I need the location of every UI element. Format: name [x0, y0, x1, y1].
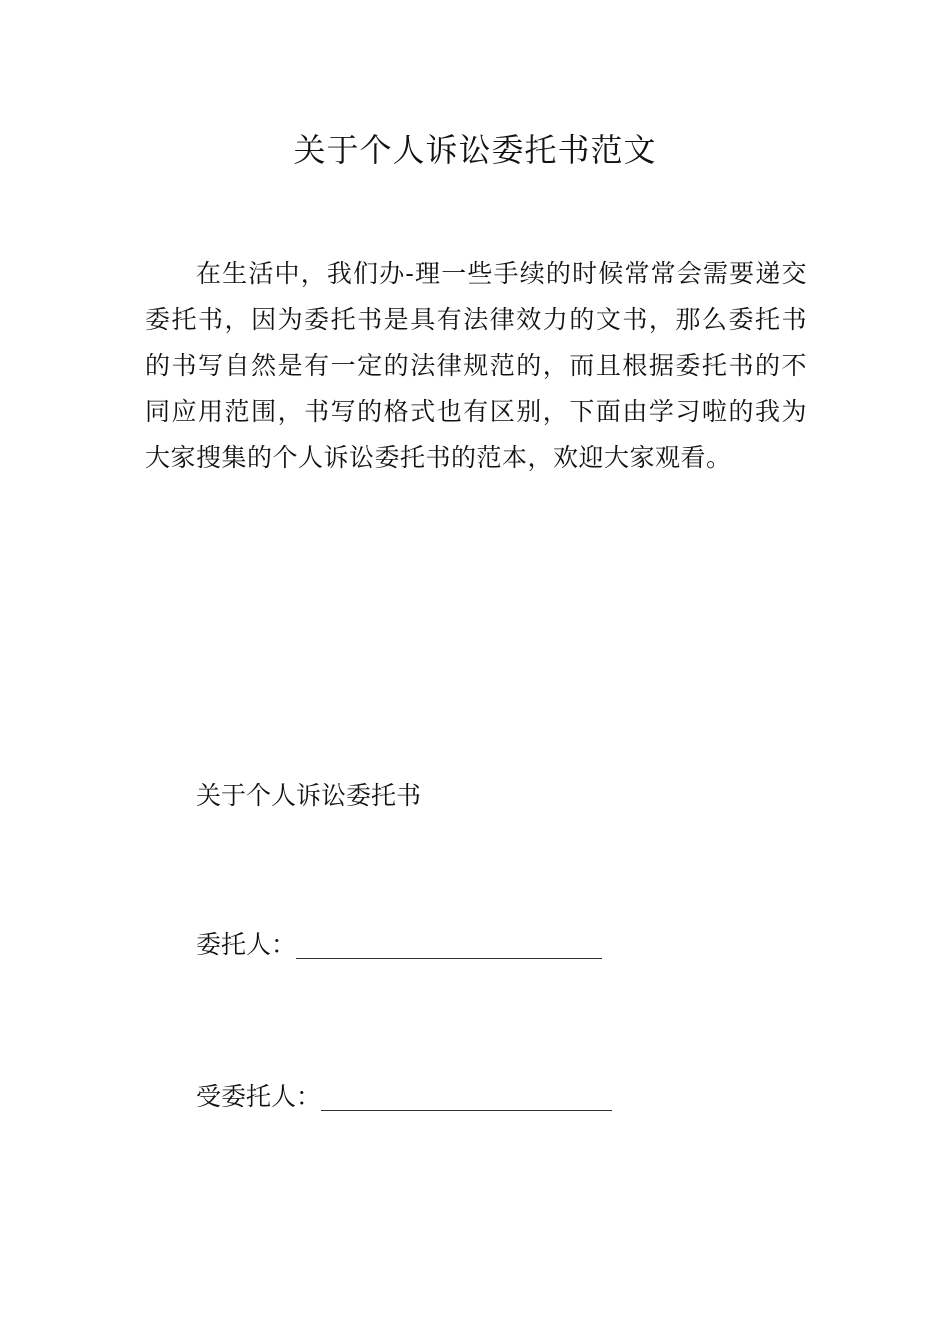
document-title: 关于个人诉讼委托书范文 [293, 131, 657, 169]
section-heading: 关于个人诉讼委托书 [196, 781, 422, 810]
principal-field [196, 925, 602, 965]
intro-paragraph: 在生活中，我们办-理一些手续的时候常常会需要递交委托书，因为委托书是具有法律效力的文书，那么委托书的书写自然是有一定的法律规范的，而且根据委托书的不同应用范围，书写的格式也有区别，下面由学习啦的我为大家搜集的个人诉讼委托书的范本，欢迎大家观看。 [145, 259, 807, 472]
principal-blank-line [296, 928, 602, 959]
principal-label: 委托人： [196, 930, 297, 959]
agent-label: 受委托人： [196, 1082, 322, 1111]
agent-blank-line [321, 1080, 612, 1111]
agent-field [196, 1077, 612, 1117]
